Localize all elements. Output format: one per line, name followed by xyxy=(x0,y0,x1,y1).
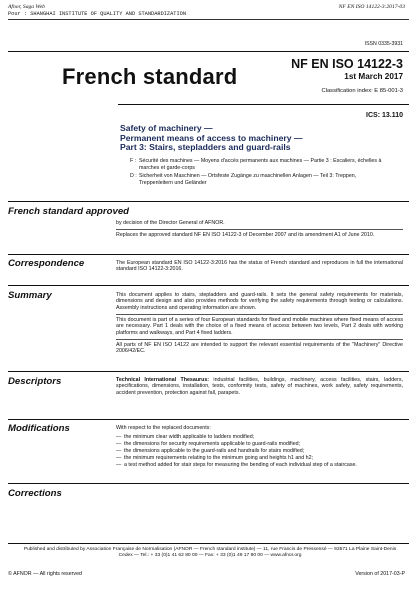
section-rule xyxy=(8,201,409,202)
modifications-intro: With respect to the replaced documents: xyxy=(116,425,211,431)
title-line: Part 3: Stairs, stepladders and guard-rails xyxy=(120,142,291,153)
correspondence-text: The European standard EN ISO 14122-3:2016 has the status of French standard and reproduces in full the international standard ISO 14122-3:2016. xyxy=(116,260,403,273)
ics-code: ICS: 13.110 xyxy=(366,112,403,119)
header-licensee: Pour : SHANGHAI INSTITUTE OF QUALITY AND STANDARDIZATION xyxy=(8,11,187,17)
summary-body xyxy=(116,292,403,357)
list-item xyxy=(116,448,403,454)
correspondence-body xyxy=(116,260,403,275)
list-item xyxy=(116,434,403,440)
section-rule xyxy=(8,483,409,484)
thesaurus-label: Technical International Thesaurus: xyxy=(116,377,210,383)
list-item-text: the minimum clear width applicable to ladders modified; xyxy=(124,434,255,440)
section-heading-descriptors: Descriptors xyxy=(8,376,62,387)
section-heading-summary: Summary xyxy=(8,290,52,301)
dash-bullet: — xyxy=(116,441,122,447)
header-source: Afnor, Saga Web xyxy=(8,4,45,10)
section-rule xyxy=(8,419,409,420)
list-item-text: the minimum requirements relating to the minimum going and heights h1 and h2; xyxy=(124,455,314,461)
list-item-text: the dimensions for security requirements applicable to guard-rails modified; xyxy=(124,441,301,447)
header-divider xyxy=(8,19,409,20)
section-rule xyxy=(8,371,409,372)
dash-bullet: — xyxy=(116,448,122,454)
title-top-rule xyxy=(8,51,409,52)
approved-body xyxy=(116,220,403,241)
summary-paragraph: This document applies to stairs, stepladders and guard-rails. It sets the general safety requirements for materials, dimensions and design and also provides methods for verifying the safety requirements through testing or calculations. Assembly instructions and operating information are shown. xyxy=(116,292,403,311)
text-divider xyxy=(116,314,403,315)
publisher-info: Published and distributed by Association Française de Normalisation (AFNOR — French standard institute) — 11, rue Francis de Pressensé — 93571 La Plaine Saint-Denis Cedex — Tel.: + 33 (0)1 41 62 80 00 — Fax: + 33 (0)1 49 17 90 00 — www.afnor.org xyxy=(23,547,397,558)
section-heading-approved: French standard approved xyxy=(8,206,130,217)
section-rule xyxy=(8,285,409,286)
copyright: © AFNOR — All rights reserved xyxy=(8,571,82,577)
title-translations xyxy=(130,158,390,188)
translation-text: Sicherheit von Maschinen — Ortsfeste Zugänge zu maschinellen Anlagen — Teil 3: Treppen, Treppenleitern und Geländer xyxy=(139,173,357,186)
standard-number: NF EN ISO 14122-3 xyxy=(291,57,403,71)
list-item xyxy=(116,455,403,461)
approval-decision: by decision of the Director General of AFNOR. xyxy=(116,220,225,226)
standard-date: 1st March 2017 xyxy=(344,72,403,81)
document-type-title: French standard xyxy=(62,64,238,89)
header-doc-ref: NF EN ISO 14122-3:2017-03 xyxy=(338,4,405,10)
language-code: F : xyxy=(130,158,137,164)
list-item xyxy=(116,441,403,447)
dash-bullet: — xyxy=(116,434,122,440)
issn: ISSN 0335-3931 xyxy=(364,41,403,47)
replaces-note: Replaces the approved standard NF EN ISO 14122-3 of December 2007 and its amendment A1 of June 2010. xyxy=(116,232,375,238)
section-heading-correspondence: Correspondence xyxy=(8,258,85,269)
document-title xyxy=(120,124,390,153)
summary-paragraph: This document is part of a series of four European standards for fixed and mobile machines where fixed means of access are necessary. Part 1 deals with the choice of a fixed means of access between two levels, Part 2 deals with working platforms and walkways, and Part 4 fixed ladders. xyxy=(116,316,403,336)
dash-bullet: — xyxy=(116,462,122,468)
footer-rule xyxy=(8,543,409,544)
language-code: D : xyxy=(130,173,137,180)
descriptors-body xyxy=(116,377,403,399)
summary-paragraph: All parts of NF EN ISO 14122 are intended to support the relevant essential requirements of the "Machinery" Directive 2006/42/EC. xyxy=(116,341,403,355)
thesaurus-terms: industrial facilities, buildings, machinery, access facilities, stairs, ladders, specifications, dimensions, installation, tests, conformity tests, safety of machines, work safety, safety requirements, accident prevention, protection against fall, parapets. xyxy=(116,377,403,396)
title-divider xyxy=(118,104,409,105)
section-rule xyxy=(8,254,409,255)
translation-french xyxy=(130,158,390,171)
section-heading-modifications: Modifications xyxy=(8,423,70,434)
list-item-text: the dimensions applicable to the guard-rails and handrails for stairs modified; xyxy=(124,448,305,454)
text-divider xyxy=(116,229,403,230)
dash-bullet: — xyxy=(116,455,122,461)
version: Version of 2017-03-P xyxy=(355,571,405,577)
modifications-body xyxy=(116,425,403,469)
translation-text: Sécurité des machines — Moyens d'accès permanents aux machines — Partie 3 : Escaliers, échelles à marches et garde-corps xyxy=(139,158,382,171)
translation-german xyxy=(130,173,390,186)
section-heading-corrections: Corrections xyxy=(8,488,62,499)
list-item-text: a test method added for stair steps for measuring the bending of each individual step of a staircase. xyxy=(124,462,357,468)
modifications-list xyxy=(116,434,403,468)
title-line: Safety of machinery — xyxy=(120,123,213,133)
list-item xyxy=(116,462,403,468)
descriptors-text xyxy=(116,377,403,396)
title-line: Permanent means of access to machinery — xyxy=(120,132,303,143)
classification-index: Classification index: E 85-001-3 xyxy=(321,88,403,94)
text-divider xyxy=(116,339,403,340)
